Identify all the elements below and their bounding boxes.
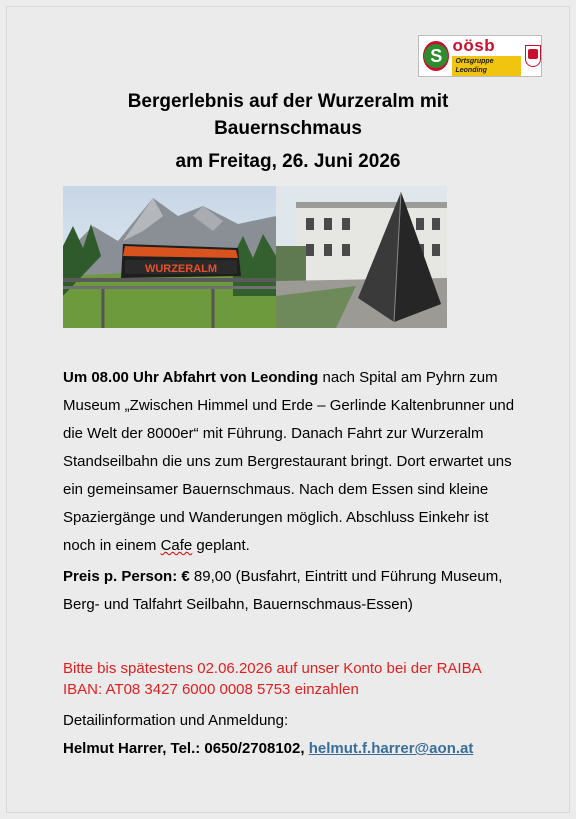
- price-label: Preis p. Person: €: [63, 568, 190, 585]
- oosb-logo: [418, 35, 542, 77]
- contact-line: [63, 737, 473, 761]
- payment-line-2: IBAN: AT08 3427 6000 0008 5753 einzahlen: [63, 681, 359, 698]
- event-description: [63, 364, 523, 619]
- crest-icon: [525, 45, 541, 67]
- payment-line-1: Bitte bis spätestens 02.06.2026 auf unser Konto bei der RAIBA: [63, 660, 482, 677]
- logo-emblem-icon: [423, 41, 449, 71]
- price-text: 89,00 (Busfahrt, Eintritt und Führung Museum, Berg- und Talfahrt Seilbahn, Bauernschmaus-Essen): [63, 568, 503, 613]
- funicular-photo: [63, 186, 276, 328]
- document-title: [60, 88, 516, 142]
- email-link[interactable]: helmut.f.harrer@aon.at: [308, 740, 474, 757]
- logo-brand: oösb: [452, 35, 496, 55]
- price-paragraph: [63, 563, 523, 619]
- departure-highlight: Um 08.00 Uhr Abfahrt von Leonding: [63, 369, 319, 386]
- description-text: nach Spital am Pyhrn zum Museum „Zwischen Himmel und Erde – Gerlinde Kaltenbrunner und die Welt der 8000er“ mit Führung. Danach Fahrt zur Wurzeralm Standseilbahn die uns zum Bergrestaurant bringt. Dort erwartet uns ein gemeinsamer Bauernschmaus. Nach dem Essen sind kleine Spaziergänge und Wanderungen möglich. Abschluss Einkehr ist noch in einem: [63, 369, 515, 554]
- event-date: am Freitag, 26. Juni 2026: [175, 151, 401, 172]
- payment-notice: [63, 658, 533, 700]
- description-end: geplant.: [192, 537, 250, 554]
- logo-letter: S: [424, 44, 448, 68]
- description-paragraph: [63, 364, 523, 560]
- cafe-word: Cafe: [160, 537, 193, 554]
- funicular-label: WURZERALM: [144, 263, 218, 275]
- museum-photo: [276, 186, 447, 328]
- title-line-1: Bergerlebnis auf der Wurzeralm mit: [127, 91, 449, 112]
- logo-subtitle: Ortsgruppe Leonding: [452, 56, 520, 76]
- title-line-2: Bauernschmaus: [214, 118, 362, 139]
- detail-label: Detailinformation und Anmeldung:: [63, 712, 289, 729]
- contact-name-phone: Helmut Harrer, Tel.: 0650/2708102,: [63, 740, 309, 757]
